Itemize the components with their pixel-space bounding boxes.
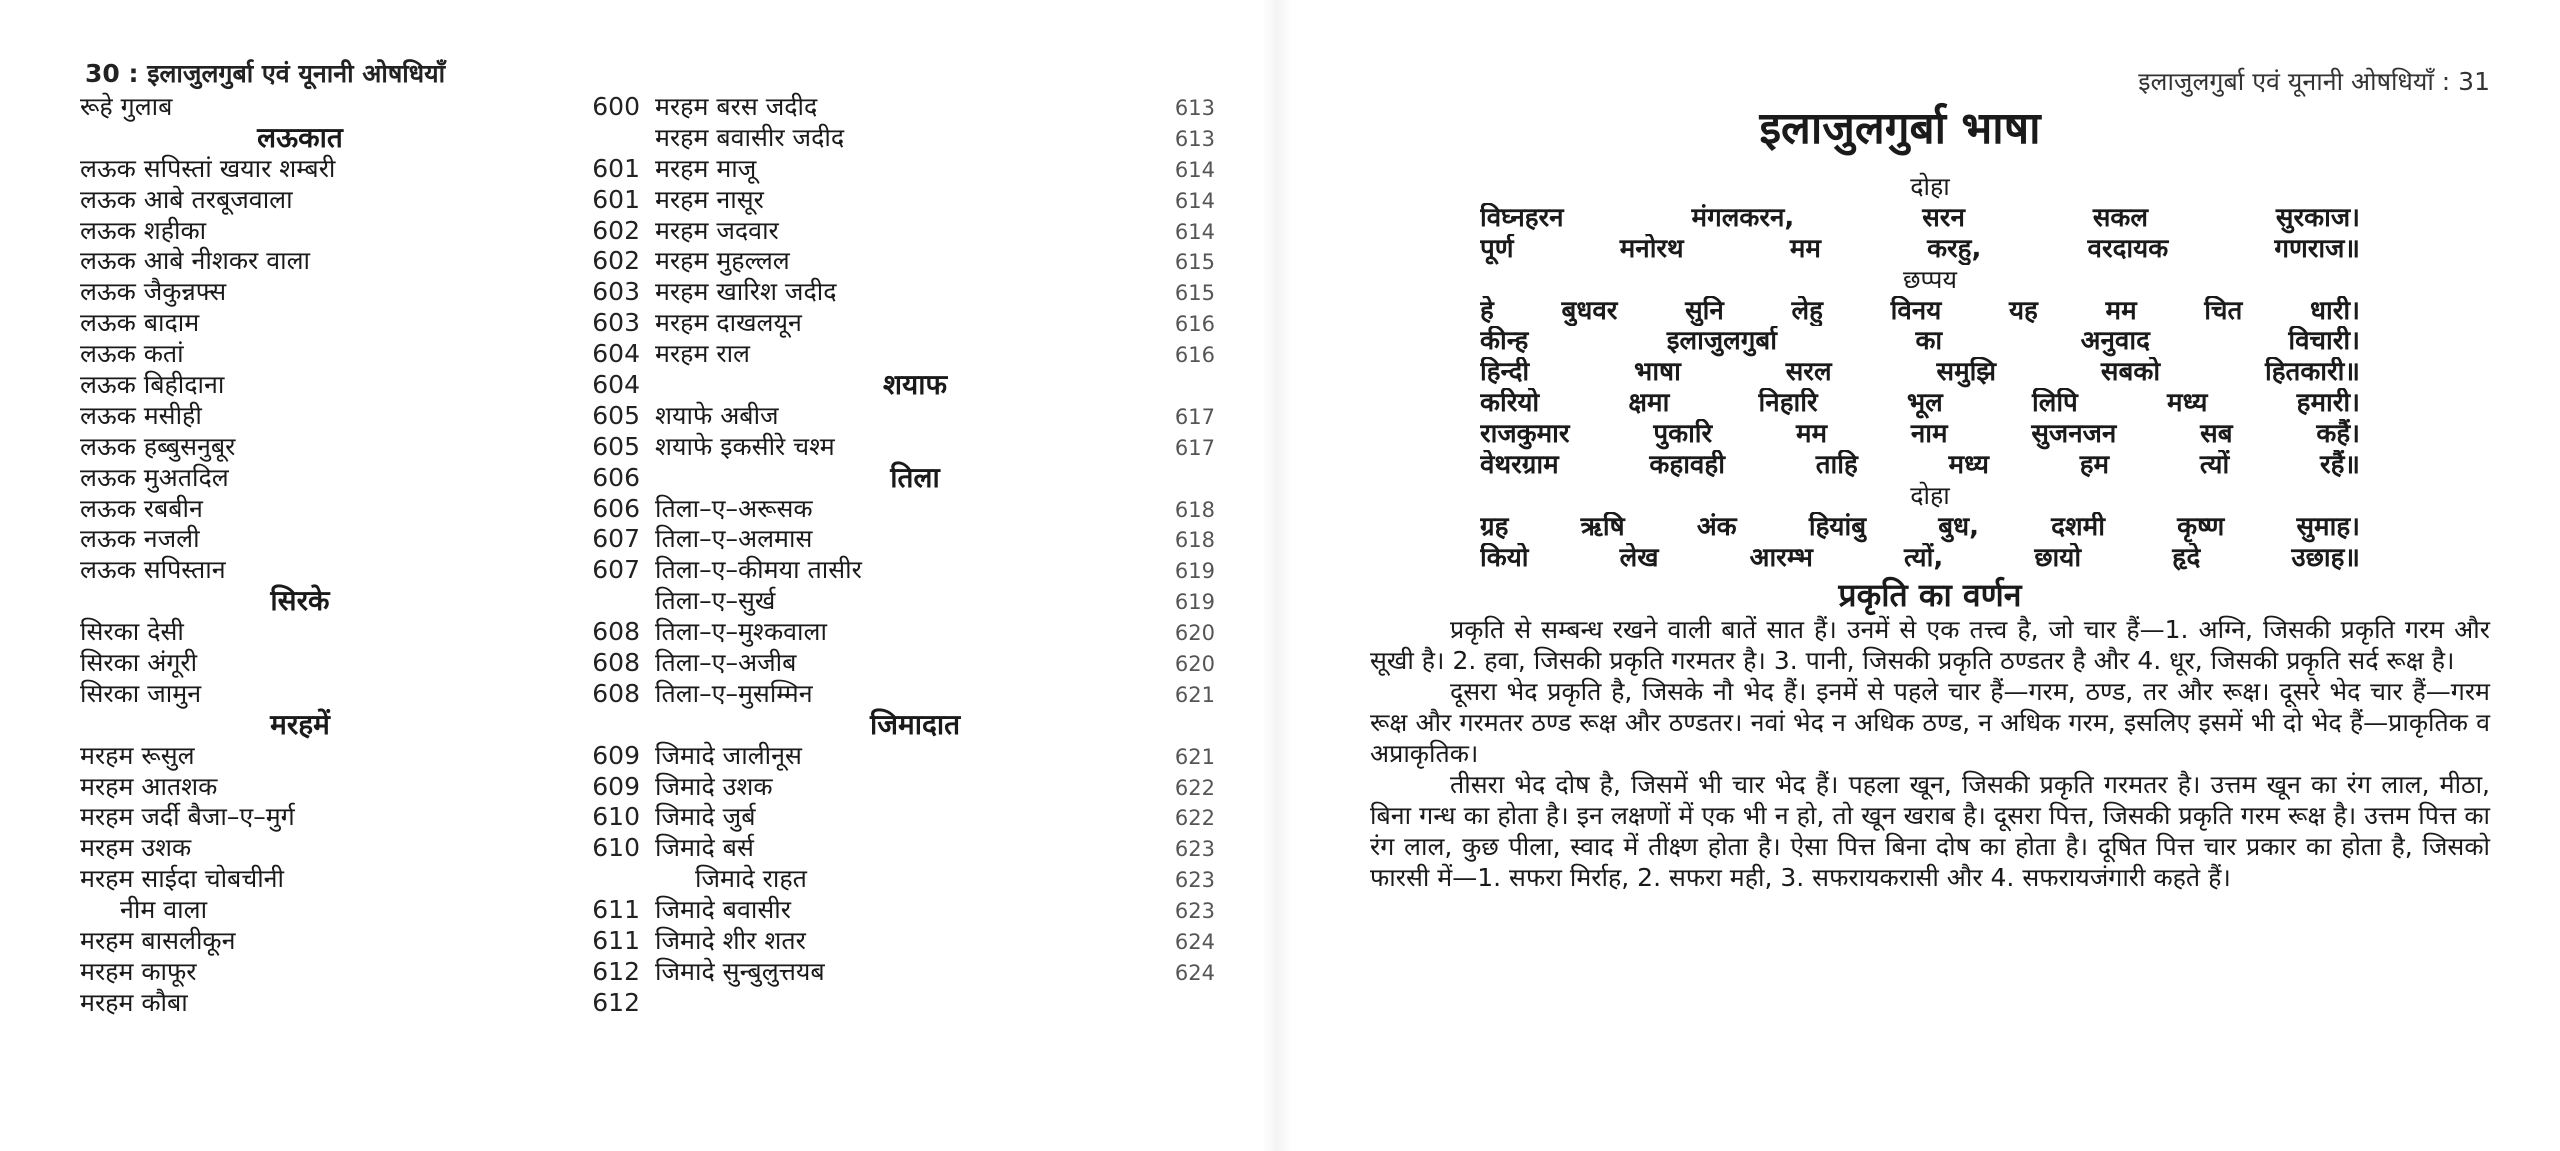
entry-page-number: 621 (1174, 682, 1215, 707)
index-entry (80, 926, 640, 957)
index-entry (655, 246, 1215, 277)
doha-label: दोहा (1910, 172, 1950, 201)
entry-page-number: 602 (592, 246, 640, 276)
entry-name: सिरका अंगूरी (80, 648, 198, 678)
entry-name: तिला–ए–मुसम्मिन (655, 678, 813, 708)
entry-name: तिला–ए–अरूसक (655, 493, 813, 523)
entry-name: मरहम साईदा चोबचीनी (80, 864, 285, 894)
entry-page-number: 607 (592, 555, 640, 585)
index-column-1 (80, 92, 640, 1019)
index-entry (655, 741, 1215, 772)
index-entry (655, 339, 1215, 370)
entry-page-number: 614 (1174, 188, 1215, 213)
verse-line: वेथरग्राम कहावही ताहि मध्य हम त्यों रहैं॥ (1480, 450, 2360, 481)
entry-page-number: 611 (592, 926, 640, 956)
index-entry (655, 401, 1215, 432)
index-entry (80, 895, 640, 926)
entry-page-number: 622 (1174, 806, 1215, 831)
index-entry (655, 216, 1215, 247)
verse-line: हिन्दी भाषा सरल समुझि सबको हितकारी॥ (1480, 357, 2360, 388)
verse-line: कीन्ह इलाजुलगुर्बा का अनुवाद विचारी। (1480, 326, 2360, 357)
entry-page-number: 615 (1174, 281, 1215, 306)
index-entry (655, 895, 1215, 926)
entry-page-number: 601 (592, 153, 640, 183)
index-entry (655, 648, 1215, 679)
entry-page-number: 604 (592, 370, 640, 400)
entry-page-number: 623 (1174, 868, 1215, 893)
entry-name: शयाफे इकसीरे चश्म (655, 431, 835, 461)
index-entry (655, 432, 1215, 463)
index-entry (80, 864, 640, 895)
entry-name: सिरका जामुन (80, 678, 202, 708)
entry-page-number: 619 (1174, 590, 1215, 615)
entry-name: तिला–ए–सुर्ख (655, 586, 776, 616)
running-head-right: इलाजुलगुर्बा एवं यूनानी ओषधियाँ : 31 (2138, 67, 2490, 96)
index-entry (80, 185, 640, 216)
entry-name: जिमादे राहत (695, 864, 807, 894)
entry-name: लऊक कतां (80, 339, 184, 369)
section-title: प्रकृति का वर्णन (1838, 575, 2022, 614)
index-entry (655, 123, 1215, 154)
index-entry (655, 308, 1215, 339)
chhappay-label: छप्पय (1903, 264, 1957, 294)
entry-name: मरहम कौबा (80, 987, 188, 1017)
entry-page-number: 623 (1174, 899, 1215, 924)
index-entry (80, 555, 640, 586)
index-entry (80, 679, 640, 710)
index-entry (80, 308, 640, 339)
entry-page-number: 608 (592, 678, 640, 708)
entry-name: लऊक रबबीन (80, 493, 203, 523)
entry-page-number: 616 (1174, 312, 1215, 337)
entry-page-number: 614 (1174, 157, 1215, 182)
entry-name: जिमादे उशक (655, 771, 773, 801)
index-entry (655, 92, 1215, 123)
index-entry (655, 926, 1215, 957)
entry-page-number: 601 (592, 184, 640, 214)
entry-name: लऊक बिहीदाना (80, 370, 225, 400)
index-entry (80, 494, 640, 525)
book-gutter (1262, 0, 1292, 1151)
entry-name: जिमादे जालीनूस (655, 740, 802, 770)
index-entry (80, 401, 640, 432)
index-entry (655, 555, 1215, 586)
entry-name: तिला–ए–अजीब (655, 648, 797, 678)
index-entry (80, 772, 640, 803)
entry-page-number: 621 (1174, 744, 1215, 769)
entry-name: तिला–ए–मुश्कवाला (655, 617, 827, 647)
entry-page-number: 612 (592, 987, 640, 1017)
index-entry (80, 246, 640, 277)
entry-name: लऊक शहीका (80, 215, 207, 245)
entry-page-number: 616 (1174, 343, 1215, 368)
entry-page-number: 604 (592, 339, 640, 369)
entry-page-number: 609 (592, 740, 640, 770)
entry-page-number: 613 (1174, 126, 1215, 151)
entry-name: लऊक आबे तरबूजवाला (80, 184, 293, 214)
index-entry (655, 802, 1215, 833)
entry-name: मरहम बवासीर जदीद (655, 122, 845, 152)
index-entry (80, 833, 640, 864)
right-page (1300, 0, 2560, 1151)
index-entry (80, 92, 640, 123)
section-heading: लऊकात (257, 120, 343, 154)
entry-page-number: 620 (1174, 621, 1215, 646)
index-entry (655, 833, 1215, 864)
index-entry (655, 277, 1215, 308)
index-entry (80, 216, 640, 247)
entry-name: मरहम मुहल्लल (655, 246, 790, 276)
entry-name: मरहम दाखलयून (655, 308, 802, 338)
entry-name: जिमादे शीर शतर (655, 926, 806, 956)
entry-page-number: 623 (1174, 837, 1215, 862)
index-entry (655, 185, 1215, 216)
entry-page-number: 608 (592, 617, 640, 647)
left-page (0, 0, 1260, 1151)
entry-page-number: 617 (1174, 435, 1215, 460)
section-heading: शयाफ (882, 368, 948, 402)
running-head-left: 30 : इलाजुलगुर्बा एवं यूनानी ओषधियाँ (85, 59, 446, 88)
entry-page-number: 606 (592, 493, 640, 523)
body-paragraph: प्रकृति से सम्बन्ध रखने वाली बातें सात हैं। उनमें से एक तत्त्व है, जो चार हैं—1. अग्नि, जिसकी प्रकृति गरम और सूखी है। 2. हवा, जिसकी प्रकृति गरमतर है। 3. पानी, जिसकी प्रकृति ठण्डतर है और 4. धूर, जिसकी प्रकृति सर्द रूक्ष है। (1370, 614, 2490, 675)
entry-name: सिरका देसी (80, 617, 184, 647)
entry-name: मरहम आतशक (80, 771, 218, 801)
index-entry (655, 957, 1215, 988)
body-paragraph: तीसरा भेद दोष है, जिसमें भी चार भेद हैं। पहला खून, जिसकी प्रकृति गरमतर है। उत्तम खून का रंग लाल, मीठा, बिना गन्ध का होता है। इन लक्षणों में एक भी न हो, तो खून खराब है। दूसरा पित्त, जिसकी प्रकृति गरम रूक्ष है। उत्तम पित्त का रंग लाल, कुछ पीला, स्वाद में तीक्ष्ण होता है। ऐसा पित्त बिना दोष का होता है। दूषित पित्त चार प्रकार का होता है, जिसको फारसी में—1. सफरा मिर्राह, 2. सफरा मही, 3. सफरायकरासी और 4. सफरायजंगारी कहते हैं। (1370, 769, 2490, 892)
section-heading: सिरके (270, 584, 330, 618)
entry-name: जिमादे सुन्बुलुत्तयब (655, 956, 825, 986)
section-heading: जिमादात (869, 707, 961, 741)
entry-page-number: 606 (592, 462, 640, 492)
index-entry (80, 277, 640, 308)
entry-name: मरहम काफूर (80, 956, 197, 986)
entry-page-number: 607 (592, 524, 640, 554)
entry-page-number: 600 (592, 92, 640, 121)
index-entry (80, 741, 640, 772)
section-heading: मरहमें (270, 707, 330, 741)
entry-page-number: 618 (1174, 497, 1215, 522)
entry-page-number: 605 (592, 400, 640, 430)
right-body (1370, 172, 2490, 893)
entry-page-number: 609 (592, 771, 640, 801)
entry-page-number: 612 (592, 956, 640, 986)
entry-page-number: 611 (592, 895, 640, 925)
body-paragraph: दूसरा भेद प्रकृति है, जिसके नौ भेद हैं। इनमें से पहले चार हैं—गरम, ठण्ड, तर और रूक्ष। दूसरे भेद चार हैं—गरम रूक्ष और गरमतर ठण्ड रूक्ष और ठण्डतर। नवां भेद न अधिक ठण्ड, न अधिक गरम, इसलिए इसमें भी दो भेद हैं—प्राकृतिक व अप्राकृतिक। (1370, 676, 2490, 768)
entry-page-number: 618 (1174, 528, 1215, 553)
entry-page-number: 602 (592, 215, 640, 245)
verse-line: राजकुमार पुकारि मम नाम सुजनजन सब कहैं। (1480, 419, 2360, 450)
index-entry (80, 802, 640, 833)
entry-page-number: 614 (1174, 219, 1215, 244)
index-entry (80, 154, 640, 185)
index-entry (655, 586, 1215, 617)
verse-line: कियो लेख आरम्भ त्यों, छायो हृदे उछाह॥ (1480, 542, 2360, 573)
page-title: इलाजुलगुर्बा भाषा (1759, 103, 2041, 154)
entry-page-number: 622 (1174, 775, 1215, 800)
entry-page-number: 619 (1174, 559, 1215, 584)
entry-page-number: 615 (1174, 250, 1215, 275)
index-entry (655, 524, 1215, 555)
entry-name: मरहम उशक (80, 833, 192, 863)
entry-name: शयाफे अबीज (655, 400, 779, 430)
verse-line: ग्रह ऋषि अंक हियांबु बुध, दशमी कृष्ण सुमाह। (1480, 511, 2360, 542)
verse-line: करियो क्षमा निहारि भूल लिपि मध्य हमारी। (1480, 388, 2360, 419)
entry-name: जिमादे बर्स (655, 833, 754, 863)
index-entry (80, 617, 640, 648)
index-entry (655, 617, 1215, 648)
index-entry (80, 432, 640, 463)
entry-name: मरहम बरस जदीद (655, 92, 818, 121)
entry-name: मरहम खारिश जदीद (655, 277, 837, 307)
entry-name: मरहम बासलीकून (80, 926, 236, 956)
index-entry (655, 154, 1215, 185)
index-entry (80, 524, 640, 555)
entry-name: लऊक नजली (80, 524, 200, 554)
entry-page-number: 610 (592, 833, 640, 863)
entry-page-number: 620 (1174, 652, 1215, 677)
doha-label: दोहा (1910, 480, 1950, 510)
entry-name: मरहम माजू (655, 153, 757, 183)
entry-name: मरहम राल (655, 339, 750, 369)
entry-page-number: 605 (592, 431, 640, 461)
index-entry (80, 988, 640, 1019)
entry-page-number: 613 (1174, 96, 1215, 120)
index-entry (80, 370, 640, 401)
entry-name: तिला–ए–अलमास (655, 524, 813, 554)
entry-name: लऊक मसीही (80, 400, 202, 430)
index-column-2 (655, 92, 1215, 988)
entry-page-number: 624 (1174, 960, 1215, 985)
entry-page-number: 603 (592, 308, 640, 338)
verse-line: हे बुधवर सुनि लेहु विनय यह मम चित धारी। (1480, 295, 2360, 326)
entry-name: नीम वाला (120, 895, 208, 925)
verse-line: विघ्नहरन मंगलकरन, सरन सकल सुरकाज। (1480, 202, 2360, 233)
entry-name: लऊक बादाम (80, 308, 200, 338)
entry-name: मरहम जदवार (655, 215, 779, 245)
entry-name: लऊक सपिस्तान (80, 555, 226, 585)
entry-name: लऊक हब्बुसनुबूर (80, 431, 236, 461)
entry-name: रूहे गुलाब (80, 92, 173, 121)
index-entry (80, 957, 640, 988)
verse-line: पूर्ण मनोरथ मम करहु, वरदायक गणराज॥ (1480, 233, 2360, 264)
entry-page-number: 624 (1174, 930, 1215, 955)
index-entry (655, 494, 1215, 525)
index-entry (80, 648, 640, 679)
section-heading: तिला (890, 460, 940, 494)
entry-name: लऊक आबे नीशकर वाला (80, 246, 311, 276)
index-entry (80, 339, 640, 370)
entry-name: तिला–ए–कीमया तासीर (655, 555, 862, 585)
entry-name: लऊक जैकुन्नफ्स (80, 277, 227, 307)
entry-name: मरहम नासूर (655, 184, 764, 214)
index-entry (655, 864, 1215, 895)
entry-name: जिमादे बवासीर (655, 895, 791, 925)
entry-name: मरहम रूसुल (80, 740, 195, 770)
entry-name: लऊक मुअतदिल (80, 462, 229, 492)
entry-page-number: 603 (592, 277, 640, 307)
entry-page-number: 608 (592, 648, 640, 678)
entry-page-number: 610 (592, 802, 640, 832)
entry-name: लऊक सपिस्तां खयार शम्बरी (80, 153, 336, 183)
index-entry (655, 772, 1215, 803)
index-entry (80, 463, 640, 494)
entry-name: मरहम जर्दी बैजा–ए–मुर्ग (80, 802, 295, 832)
entry-page-number: 617 (1174, 404, 1215, 429)
index-entry (655, 679, 1215, 710)
entry-name: जिमादे जुर्ब (655, 802, 756, 832)
